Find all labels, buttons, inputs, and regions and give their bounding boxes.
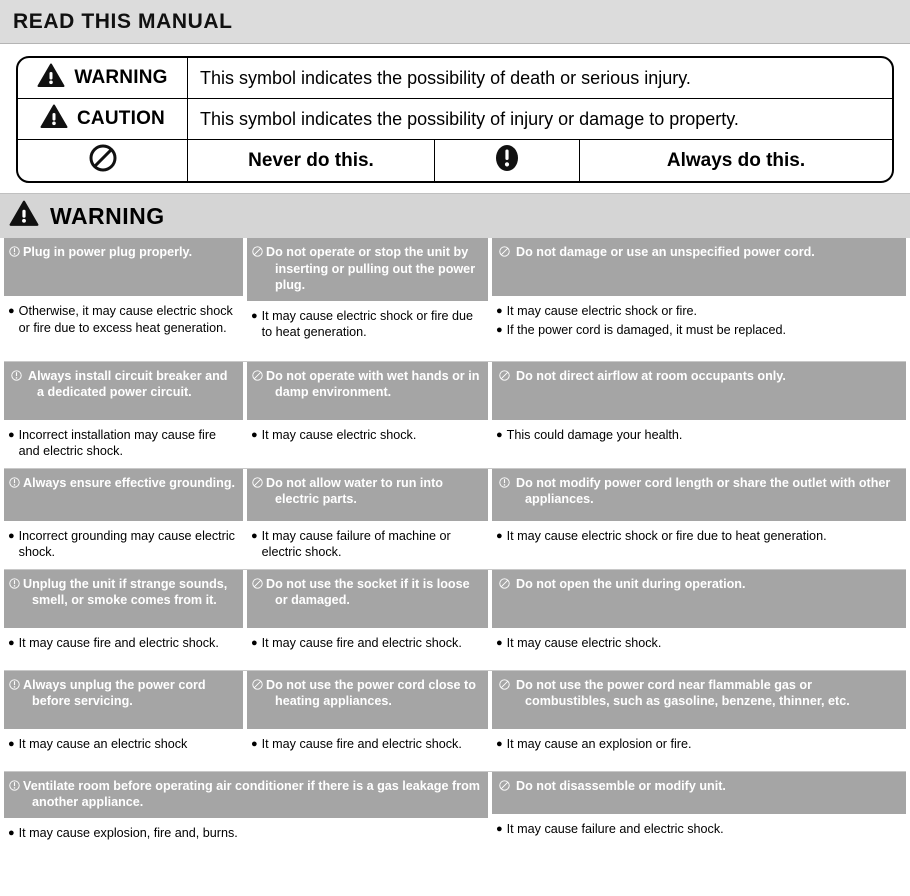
warning-cell-body [4,628,243,670]
bullet-dot-icon: ● [496,636,503,649]
legend-row-symbols [18,140,892,181]
warning-bullet-text: It may cause failure of machine or electric shock. [261,528,451,559]
warning-cell-heading-text: Do not use the socket if it is loose or damaged. [266,576,470,607]
warning-cell-header [247,238,488,301]
warning-cell-body [4,296,243,361]
warning-bullet-text: It may cause an explosion or fire. [506,736,692,751]
warning-grid-row [4,772,906,850]
warning-cell [4,469,243,569]
warning-cell-body [247,628,488,670]
mandatory-exclamation-icon [9,475,20,494]
prohibition-circle-slash-icon [252,244,263,263]
bullet-dot-icon: ● [8,428,15,441]
warning-cell [4,570,243,670]
mandatory-exclamation-icon [494,143,520,178]
mandatory-exclamation-icon [9,244,20,263]
warning-cell-heading-text: Do not disassemble or modify unit. [516,778,726,793]
warning-bullet-text: It may cause an electric shock [18,736,188,751]
legend-symbol-cell-caution [18,99,188,139]
warning-cell-body [492,420,906,468]
mandatory-exclamation-icon [11,368,22,387]
warning-bullet [496,427,900,444]
legend-description-caution: This symbol indicates the possibility of injury or damage to property. [200,108,739,129]
bullet-dot-icon: ● [251,428,258,441]
warning-bullet [8,303,237,336]
warning-bullet-text: It may cause electric shock or fire due to heat generation. [506,528,827,543]
warning-cell [492,570,906,670]
warning-grid-row [4,362,906,469]
warning-cell [4,671,243,771]
bullet-dot-icon: ● [496,822,503,835]
legend-box [16,56,894,183]
legend-row-warning [18,58,892,99]
warning-bullet-text: Incorrect grounding may cause electric shock. [18,528,235,559]
prohibition-circle-slash-icon [499,677,510,696]
page-title: READ THIS MANUAL [13,9,233,33]
warning-cell-heading-text: Do not operate or stop the unit by inserting or pulling out the power plug. [266,245,476,292]
warning-bullet-text: Otherwise, it may cause electric shock or fire due to excess heat generation. [18,304,233,335]
warning-section-banner [0,193,910,238]
warning-bullet-text: It may cause fire and electric shock. [18,635,219,650]
warning-bullet [8,528,237,561]
warning-cell-header [492,362,906,420]
warning-cell-body [4,818,488,850]
warning-cell [247,362,488,468]
warning-bullet-text: If the power cord is damaged, it must be replaced. [506,322,786,337]
warning-cell-body [4,729,243,771]
warning-cell-header [247,671,488,729]
warning-cell-heading-text: Always unplug the power cord before servicing. [23,677,206,708]
warning-triangle-icon [40,104,68,134]
warning-cell [247,570,488,670]
bullet-dot-icon: ● [496,529,503,542]
bullet-dot-icon: ● [8,529,15,542]
warning-cell-heading-text: Do not use the power cord close to heating appliances. [266,677,476,708]
warning-bullet [251,308,482,341]
warning-cell-heading-text: Do not modify power cord length or share the outlet with other appliances. [516,475,891,506]
bullet-dot-icon: ● [251,737,258,750]
warning-bullet-text: This could damage your health. [506,427,683,442]
bullet-dot-icon: ● [496,305,503,317]
warning-cell-heading-text: Always install circuit breaker and a dedicated power circuit. [28,368,228,399]
warning-bullet [496,528,900,545]
warning-grid-row [4,570,906,671]
warning-cell-header [492,469,906,521]
warning-bullet [251,427,482,444]
mandatory-exclamation-icon [499,475,510,494]
warning-cell-header [4,238,243,296]
warning-bullet [496,322,900,339]
warning-cell-header [4,570,243,628]
warning-bullet [496,635,900,652]
warning-bullet [496,303,900,320]
mandatory-exclamation-icon [9,576,20,595]
warning-cell-header [247,469,488,521]
bullet-dot-icon: ● [496,737,503,750]
warning-cell-heading-text: Do not open the unit during operation. [516,576,746,591]
legend-description-warning: This symbol indicates the possibility of death or serious injury. [200,67,691,88]
warning-cell [4,238,243,361]
warning-cell-heading-text: Do not damage or use an unspecified power cord. [516,245,815,259]
warning-cell-body [492,521,906,569]
warning-cell-header [4,671,243,729]
bullet-dot-icon: ● [251,309,258,322]
bullet-dot-icon: ● [251,529,258,542]
warning-cell [4,362,243,468]
legend-mandatory-text: Always do this. [666,149,806,171]
warning-cell [492,671,906,771]
warning-bullet-text: It may cause fire and electric shock. [261,635,462,650]
warning-bullet [251,528,482,561]
prohibition-circle-slash-icon [252,677,263,696]
warning-bullet-text: It may cause failure and electric shock. [506,821,724,836]
warning-cell-body [4,521,243,569]
warning-triangle-icon [9,200,39,232]
warning-cell-header [492,238,906,296]
bullet-dot-icon: ● [251,636,258,649]
warning-bullet [8,635,237,652]
warning-bullet [8,427,237,460]
mandatory-exclamation-icon [9,778,20,797]
warning-cell-body [247,301,488,361]
warning-cell-header [492,671,906,729]
prohibition-circle-slash-icon [499,576,510,595]
bullet-dot-icon: ● [8,737,15,750]
legend-container [0,44,910,193]
prohibition-circle-slash-icon [499,244,510,263]
warning-grid-row [4,238,906,362]
legend-prohibition-icon-cell [18,140,188,181]
prohibition-circle-slash-icon [499,778,510,797]
warning-cell-header [4,469,243,521]
warning-cell-body [492,296,906,361]
warning-bullet-text: It may cause electric shock. [506,635,662,650]
warning-cell-header [247,570,488,628]
warning-cell-header [492,772,906,814]
warning-section-heading: WARNING [50,202,165,229]
warning-cell-body [492,628,906,670]
legend-mandatory-icon-cell [435,140,580,181]
warning-bullet [496,736,900,753]
warning-cell-heading-text: Do not direct airflow at room occupants only. [516,368,786,383]
legend-row-caution [18,99,892,140]
warning-cell [247,238,488,361]
warning-cell-body [247,420,488,468]
mandatory-exclamation-icon [9,677,20,696]
warning-cell-heading-text: Ventilate room before operating air conditioner if there is a gas leakage from another appliance. [23,778,480,809]
warning-cell [492,469,906,569]
warning-cell [247,469,488,569]
warning-cell-heading-text: Do not use the power cord near flammable gas or combustibles, such as gasoline, benzene, thinner, etc. [516,677,850,708]
warning-cell-heading-text: Do not allow water to run into electric parts. [266,475,444,506]
prohibition-circle-slash-icon [252,368,263,387]
bullet-dot-icon: ● [8,826,15,839]
warning-cell-header [492,570,906,628]
warning-cell-body [4,420,243,468]
prohibition-circle-slash-icon [252,576,263,595]
warning-bullet-text: It may cause fire and electric shock. [261,736,462,751]
warning-cell-header [247,362,488,420]
warning-cell [492,362,906,468]
bullet-dot-icon: ● [8,305,15,317]
warning-cell-heading-text: Do not operate with wet hands or in damp environment. [266,368,480,399]
warning-bullet [8,825,482,842]
warning-bullet-text: It may cause electric shock. [261,427,417,442]
warning-bullet [8,736,237,753]
warning-cell-body [247,521,488,569]
page-title-bar [0,0,910,44]
bullet-dot-icon: ● [496,428,503,441]
warning-grid-row [4,469,906,570]
warning-bullet-text: It may cause electric shock or fire due to heat generation. [261,308,474,339]
warning-grid [0,238,910,849]
prohibition-circle-slash-icon [88,143,118,178]
warning-bullet-text: It may cause explosion, fire and, burns. [18,825,238,840]
warning-cell [247,671,488,771]
legend-symbol-cell-warning [18,58,188,98]
warning-cell [492,772,906,850]
warning-bullet [251,635,482,652]
warning-cell-body [247,729,488,771]
bullet-dot-icon: ● [8,636,15,649]
legend-label-caution: CAUTION [77,108,165,129]
legend-prohibition-text: Never do this. [188,140,435,181]
warning-cell-body [492,729,906,771]
warning-bullet-text: Incorrect installation may cause fire and electric shock. [18,427,217,458]
warning-cell-heading-text: Plug in power plug properly. [23,245,193,259]
warning-triangle-icon [37,63,65,93]
prohibition-circle-slash-icon [252,475,263,494]
warning-grid-row [4,671,906,772]
warning-cell-heading-text: Always ensure effective grounding. [23,475,236,490]
warning-cell [492,238,906,361]
warning-bullet [251,736,482,753]
bullet-dot-icon: ● [496,323,503,336]
warning-cell-heading-text: Unplug the unit if strange sounds, smell, or smoke comes from it. [23,576,228,607]
legend-label-warning: WARNING [74,67,168,88]
warning-cell-header [4,362,243,420]
warning-cell-header [4,772,488,818]
warning-cell-body [492,814,906,850]
warning-cell [4,772,488,850]
warning-bullet [496,821,900,838]
prohibition-circle-slash-icon [499,368,510,387]
warning-bullet-text: It may cause electric shock or fire. [506,304,698,318]
